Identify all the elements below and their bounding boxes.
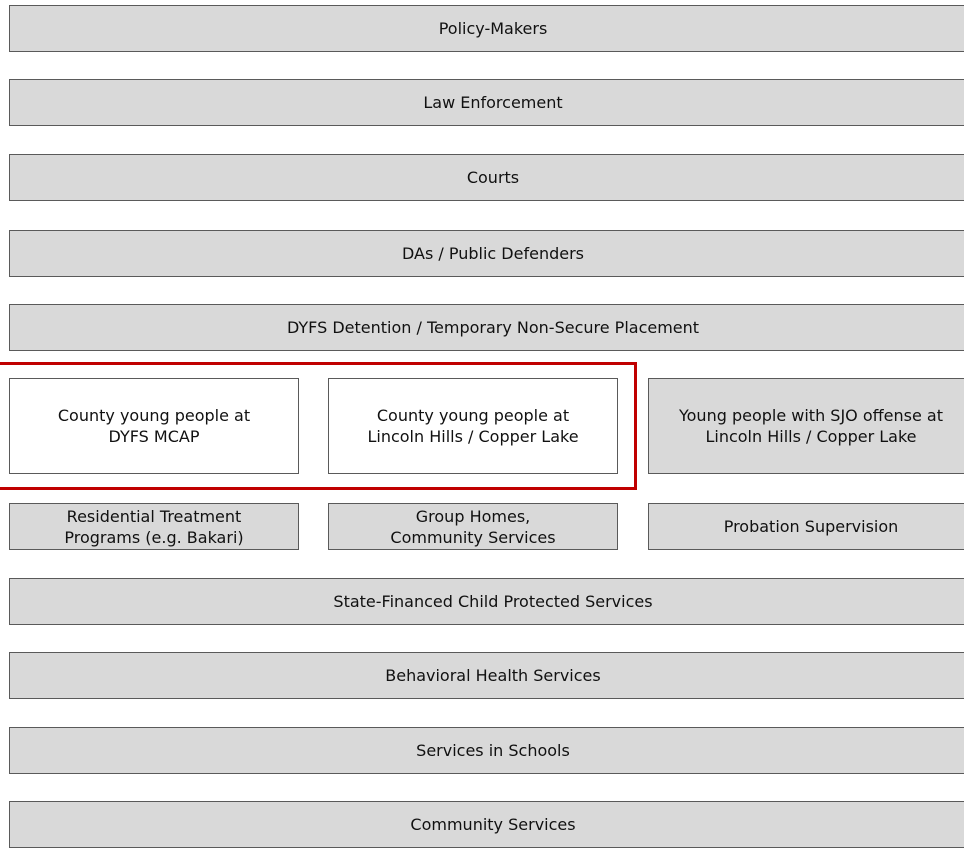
state-financed-cps-box <box>9 578 964 625</box>
behavioral-health-box <box>9 652 964 699</box>
community-services-box <box>9 801 964 848</box>
probation-supervision-label: Probation Supervision <box>723 517 899 536</box>
sjo-offense-label: Young people with SJO offense at Lincoln Hills / Copper Lake <box>678 406 943 446</box>
residential-treatment-box <box>9 503 299 550</box>
law-enforcement-box <box>9 79 964 126</box>
group-homes-box <box>328 503 618 550</box>
das-public-defenders-box <box>9 230 964 277</box>
community-services-label: Community Services <box>410 815 576 834</box>
behavioral-health-label: Behavioral Health Services <box>385 666 601 685</box>
courts-label: Courts <box>466 168 520 187</box>
county-young-people-highlight <box>0 362 637 490</box>
courts-box <box>9 154 964 201</box>
dyfs-mcap-label: County young people at DYFS MCAP <box>57 406 251 446</box>
residential-treatment-label: Residential Treatment Programs (e.g. Bakari) <box>64 506 244 547</box>
dyfs-detention-box <box>9 304 964 351</box>
lincoln-hills-label: County young people at Lincoln Hills / Copper Lake <box>367 406 579 446</box>
dyfs-detention-label: DYFS Detention / Temporary Non-Secure Placement <box>286 318 700 337</box>
services-in-schools-label: Services in Schools <box>416 741 570 760</box>
law-enforcement-label: Law Enforcement <box>423 93 563 112</box>
das-public-defenders-label: DAs / Public Defenders <box>401 244 584 263</box>
sjo-offense-box <box>648 378 964 474</box>
probation-supervision-box <box>648 503 964 550</box>
state-financed-cps-label: State-Financed Child Protected Services <box>333 592 653 611</box>
policy-makers-box <box>9 5 964 52</box>
services-in-schools-box <box>9 727 964 774</box>
group-homes-label: Group Homes, Community Services <box>390 506 556 547</box>
policy-makers-label: Policy-Makers <box>438 19 548 38</box>
